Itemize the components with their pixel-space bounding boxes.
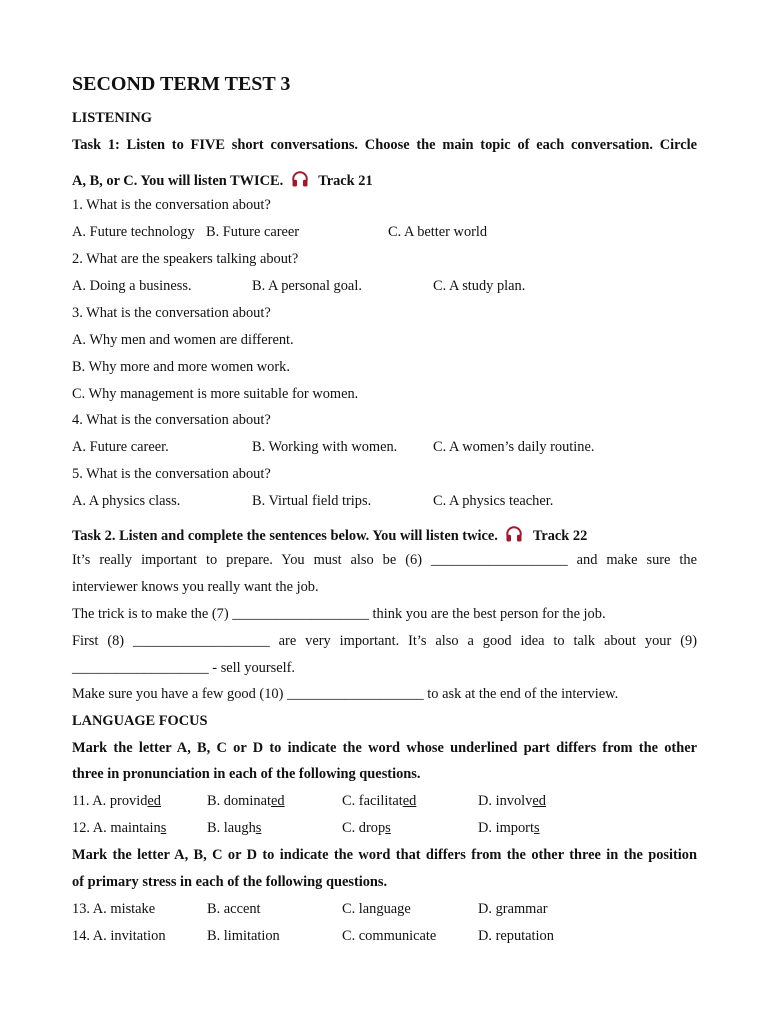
track-21-label: Track 21 bbox=[318, 173, 373, 189]
language-focus-heading: LANGUAGE FOCUS bbox=[72, 713, 208, 729]
option-a: A. A physics class. bbox=[72, 493, 181, 509]
option-c: C. A better world bbox=[388, 224, 488, 240]
question-4: 4. What is the conversation about? bbox=[72, 412, 271, 428]
option-a: A. Future career. bbox=[72, 439, 169, 455]
sentence-10: Make sure you have a few good (10) ___________________ to ask at the end of the interview. bbox=[72, 686, 619, 702]
question-1: 1. What is the conversation about? bbox=[72, 197, 271, 213]
question-3: 3. What is the conversation about? bbox=[72, 305, 271, 321]
option-d: D. involved bbox=[478, 793, 546, 809]
option-c: C. A study plan. bbox=[433, 278, 526, 294]
question-2: 2. What are the speakers talking about? bbox=[72, 251, 299, 267]
task1-instruction-line1: Task 1: Listen to FIVE short conversations. Choose the main topic of each conversation. Circle bbox=[72, 137, 697, 153]
headphones-icon bbox=[505, 525, 523, 543]
option-b: B. Virtual field trips. bbox=[252, 493, 372, 509]
listening-heading: LISTENING bbox=[72, 110, 152, 126]
option-b: B. laughs bbox=[207, 820, 262, 836]
option-c: C. A physics teacher. bbox=[433, 493, 554, 509]
option-b: B. Future career bbox=[206, 224, 300, 240]
option-a: 13. A. mistake bbox=[72, 901, 156, 917]
task2-instruction-text: Task 2. Listen and complete the sentences below. You will listen twice. bbox=[72, 528, 498, 544]
option-c: C. drops bbox=[342, 820, 391, 836]
option-b: B. dominated bbox=[207, 793, 285, 809]
task1-instruction-text: A, B, or C. You will listen TWICE. bbox=[72, 173, 284, 189]
option-a: A. Doing a business. bbox=[72, 278, 192, 294]
option-b: B. accent bbox=[207, 901, 261, 917]
option-d: D. imports bbox=[478, 820, 540, 836]
question-3-option-c: C. Why management is more suitable for women. bbox=[72, 386, 359, 402]
question-3-option-a: A. Why men and women are different. bbox=[72, 332, 294, 348]
sentence-8-line2: ___________________ - sell yourself. bbox=[72, 660, 296, 676]
option-a: 12. A. maintains bbox=[72, 820, 167, 836]
option-a: 11. A. provided bbox=[72, 793, 162, 809]
sentence-6-line1: It’s really important to prepare. You must also be (6) ___________________ and make sure the bbox=[72, 552, 697, 568]
pronunciation-instruction-line1: Mark the letter A, B, C or D to indicate the word whose underlined part differs from the other bbox=[72, 740, 697, 756]
option-d: D. grammar bbox=[478, 901, 548, 917]
option-c: C. language bbox=[342, 901, 411, 917]
option-c: C. A women’s daily routine. bbox=[433, 439, 595, 455]
task2-instruction bbox=[72, 525, 587, 545]
stress-instruction-line2: of primary stress in each of the following questions. bbox=[72, 874, 388, 890]
option-c: C. facilitated bbox=[342, 793, 417, 809]
headphones-icon bbox=[291, 170, 309, 188]
option-b: B. limitation bbox=[207, 928, 280, 944]
option-c: C. communicate bbox=[342, 928, 437, 944]
question-5: 5. What is the conversation about? bbox=[72, 466, 271, 482]
sentence-6-line2: interviewer knows you really want the job. bbox=[72, 579, 319, 595]
pronunciation-instruction-line2: three in pronunciation in each of the following questions. bbox=[72, 766, 421, 782]
option-a: A. Future technology bbox=[72, 224, 195, 240]
stress-instruction-line1: Mark the letter A, B, C or D to indicate the word that differs from the other three in the position bbox=[72, 847, 697, 863]
task1-instruction-line2 bbox=[72, 170, 373, 190]
question-3-option-b: B. Why more and more women work. bbox=[72, 359, 290, 375]
option-a: 14. A. invitation bbox=[72, 928, 166, 944]
track-22-label: Track 22 bbox=[532, 528, 588, 544]
sentence-8-line1: First (8) ___________________ are very important. It’s also a good idea to talk about your (9) bbox=[72, 633, 697, 649]
sentence-7: The trick is to make the (7) ___________________ think you are the best person for the job. bbox=[72, 606, 606, 622]
option-d: D. reputation bbox=[478, 928, 554, 944]
page-title: SECOND TERM TEST 3 bbox=[72, 73, 291, 95]
option-b: B. A personal goal. bbox=[252, 278, 362, 294]
option-b: B. Working with women. bbox=[252, 439, 398, 455]
